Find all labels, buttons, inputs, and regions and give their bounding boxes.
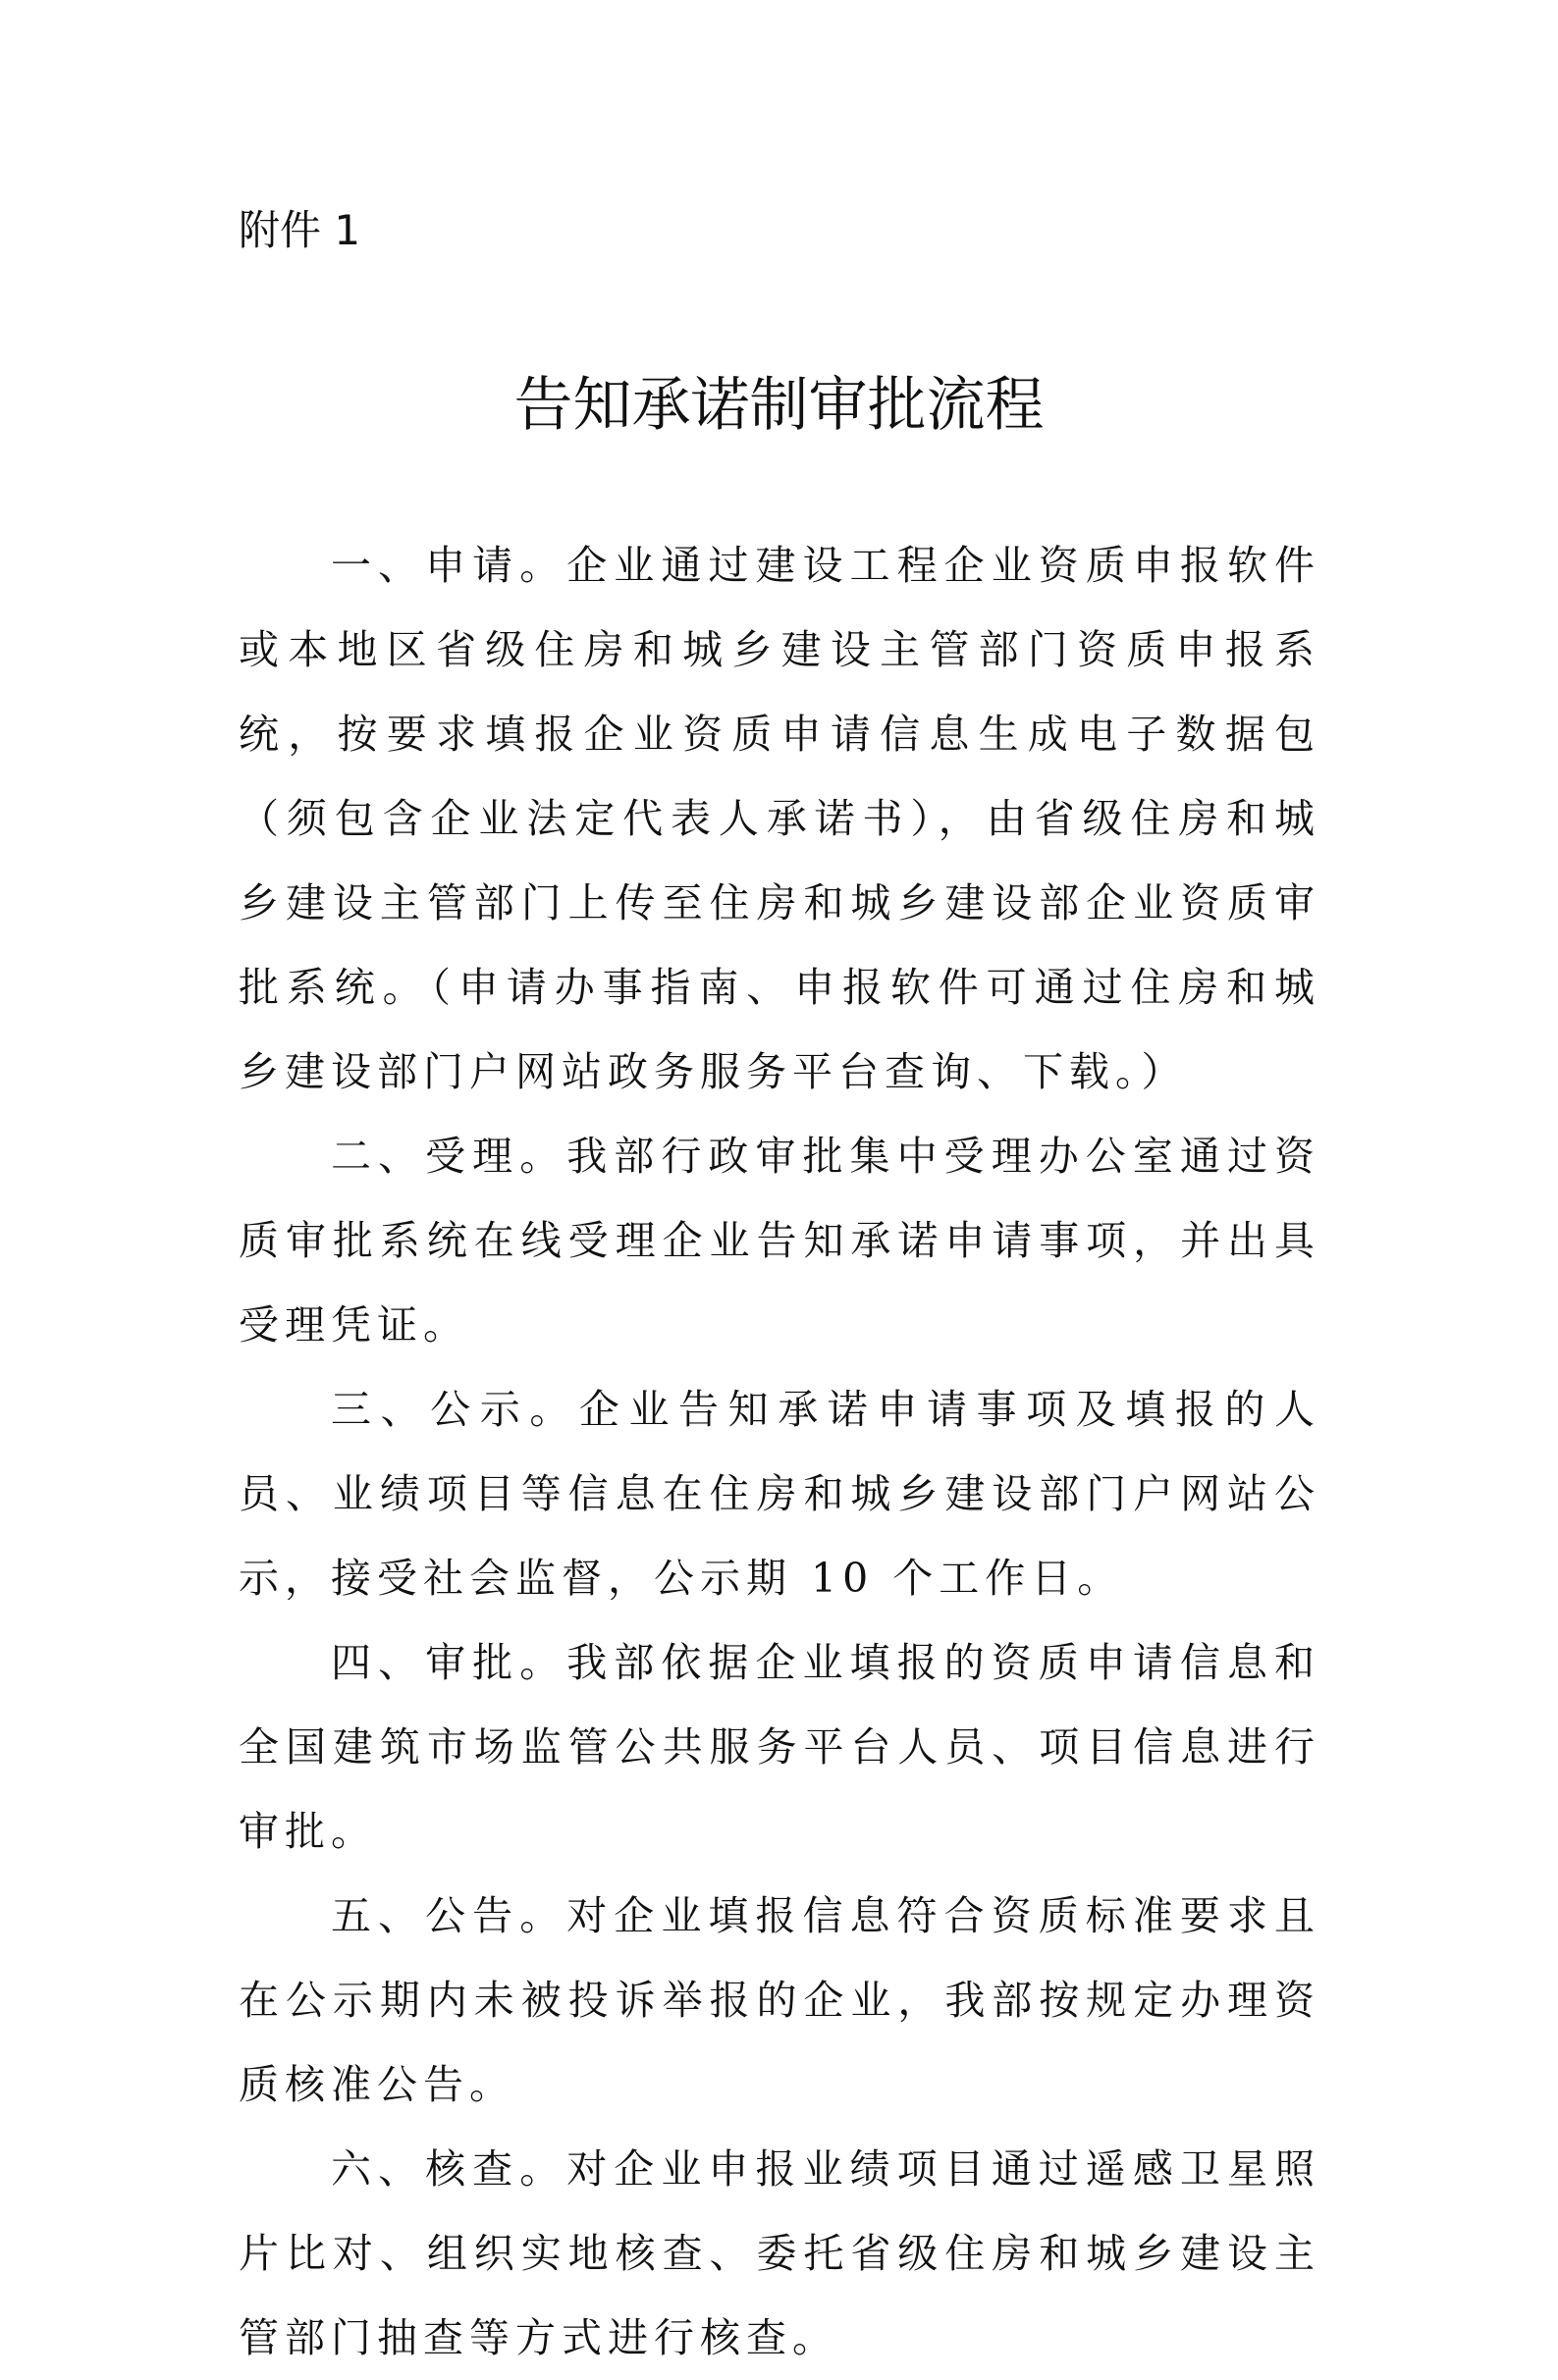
document-title: 告知承诺制审批流程 bbox=[513, 371, 1045, 440]
paragraph-application: 一、申请。企业通过建设工程企业资质申报软件或本地区省级住房和城乡建设主管部门资质申报系统，按要求填报企业资质申请信息生成电子数据包（须包含企业法定代表人承诺书），由省级住房和城乡建设主管部门上传至住房和城乡建设部企业资质审批系统。（申请办事指南、申报软件可通过住房和城乡建设部门户网站政务服务平台查询、下载。） bbox=[239, 542, 1320, 1095]
document-body bbox=[239, 523, 1320, 2380]
paragraph-publicity: 三、公示。企业告知承诺申请事项及填报的人员、业绩项目等信息在住房和城乡建设部门户网站公示，接受社会监督，公示期 10 个工作日。 bbox=[239, 1386, 1320, 1602]
paragraph-announcement: 五、公告。对企业填报信息符合资质标准要求且在公示期内未被投诉举报的企业，我部按规定办理资质核准公告。 bbox=[239, 1892, 1320, 2108]
attachment-label: 附件 1 bbox=[239, 206, 361, 254]
paragraph-acceptance: 二、受理。我部行政审批集中受理办公室通过资质审批系统在线受理企业告知承诺申请事项，并出具受理凭证。 bbox=[239, 1133, 1320, 1349]
paragraph-verification: 六、核查。对企业申报业绩项目通过遥感卫星照片比对、组织实地核查、委托省级住房和城乡建设主管部门抽查等方式进行核查。 bbox=[239, 2145, 1320, 2361]
paragraph-approval: 四、审批。我部依据企业填报的资质申请信息和全国建筑市场监管公共服务平台人员、项目信息进行审批。 bbox=[239, 1639, 1320, 1855]
